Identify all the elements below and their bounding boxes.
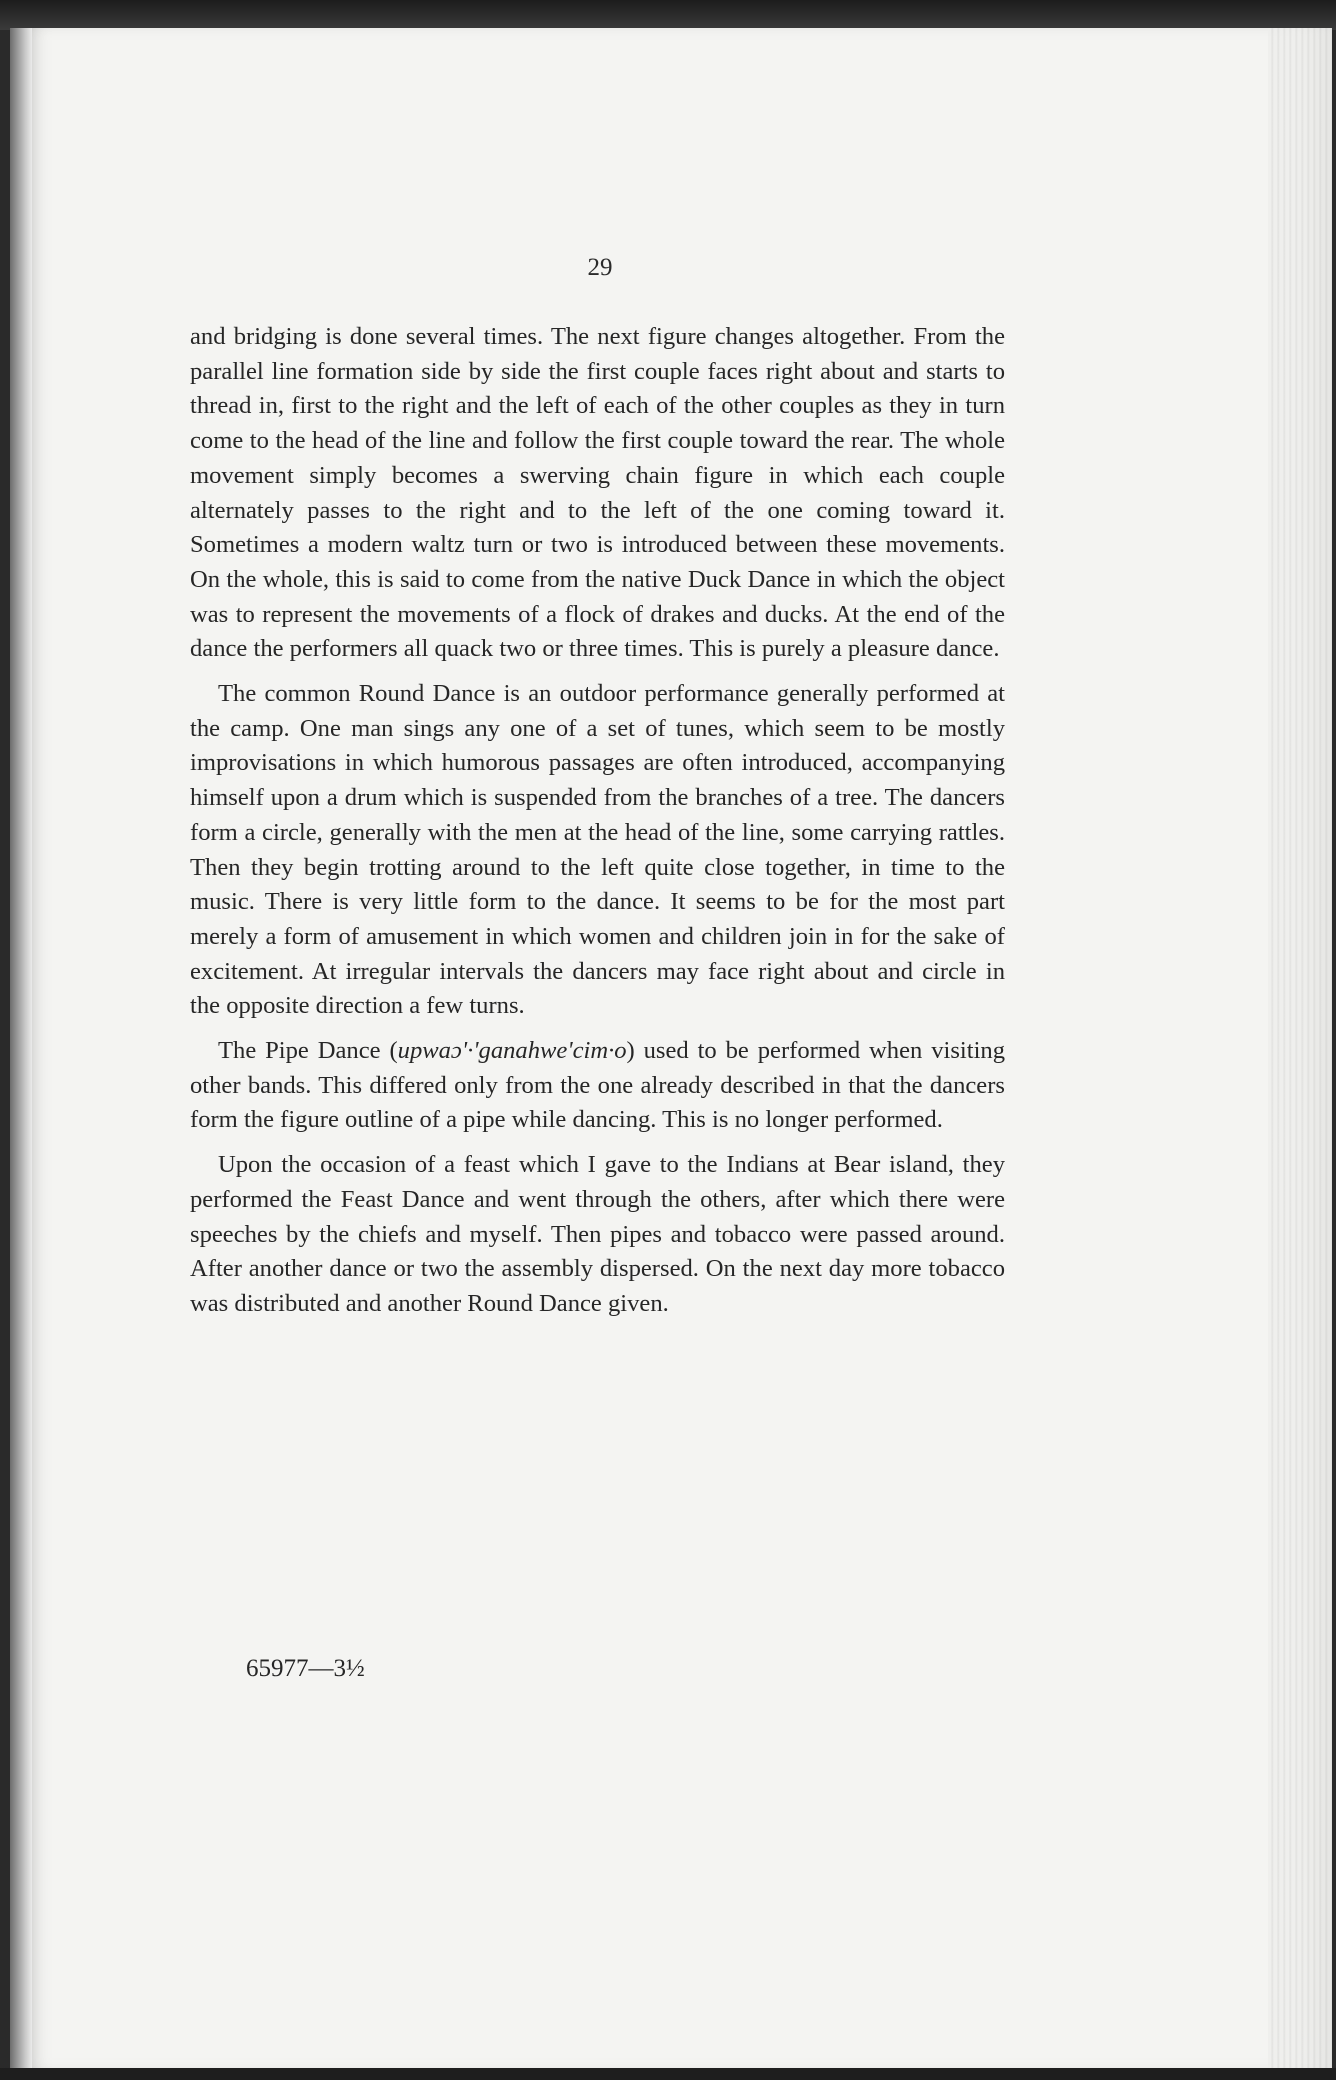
paragraph-2-text: The common Round Dance is an outdoor performance generally performed at the camp. One man sings any one of a set of tunes, which seem to be mostly improvisations in which humorous passages are often introduced, accompanying himself upon a drum which is suspended from the branches of a tree. The dancers form a circle, generally with the men at the head of the line, some carrying rattles. Then they begin trotting around to the left quite close together, in time to the music. There is very little form to the dance. It seems to be for the most part merely a form of amusement in which women and children join in for the sake of excitement. At irregular intervals the dancers may face right about and circle in the opposite direction a few turns. <box>190 680 1005 1020</box>
page-right-edge <box>1268 28 1332 2070</box>
paragraph-3-text-start: The Pipe Dance ( <box>218 1037 398 1065</box>
scan-top-edge <box>0 0 1336 30</box>
paragraph-1-text: and bridging is done several times. The next figure changes altogether. From the parallel line formation side by side the first couple faces right about and starts to thread in, first to the right and the left of each of the other couples as they in turn come to the head of the line and follow the first couple toward the rear. The whole movement simply becomes a swerving chain figure in which each couple alternately passes to the right and to the left of the one coming toward it. Sometimes a modern waltz turn or two is introduced between these movements. On the whole, this is said to come from the native Duck Dance in which the object was to represent the movements of a flock of drakes and ducks. At the end of the dance the performers all quack two or three times. This is purely a pleasure dance. <box>190 323 1005 663</box>
paragraph-4-text: Upon the occasion of a feast which I gave to the Indians at Bear island, they performed the Feast Dance and went through the others, after which there were speeches by the chiefs and myself. Then pipes and tobacco were passed around. After another dance or two the assembly dispersed. On the next day more tobacco was distributed and another Round Dance given. <box>190 1151 1005 1317</box>
paragraph-3-text-end: ) used to be performed when visiting other bands. This differed only from the one already described in that the dancers form the figure outline of a pipe while dancing. This is no longer performed. <box>190 1037 1005 1134</box>
page-spine-shadow <box>10 28 32 2070</box>
paragraph-4 <box>190 1148 1005 1322</box>
scan-bottom-edge <box>0 2068 1336 2080</box>
signature-code: 65977—3½ <box>246 1655 365 1682</box>
page-number: 29 <box>587 254 613 281</box>
pipe-dance-native-term: upwaɔ'·'ganahwe'cim·o <box>397 1037 627 1065</box>
paragraph-2 <box>190 677 1005 1024</box>
paragraph-3 <box>190 1034 1005 1138</box>
body-text <box>190 320 1005 1332</box>
paragraph-1 <box>190 320 1005 667</box>
